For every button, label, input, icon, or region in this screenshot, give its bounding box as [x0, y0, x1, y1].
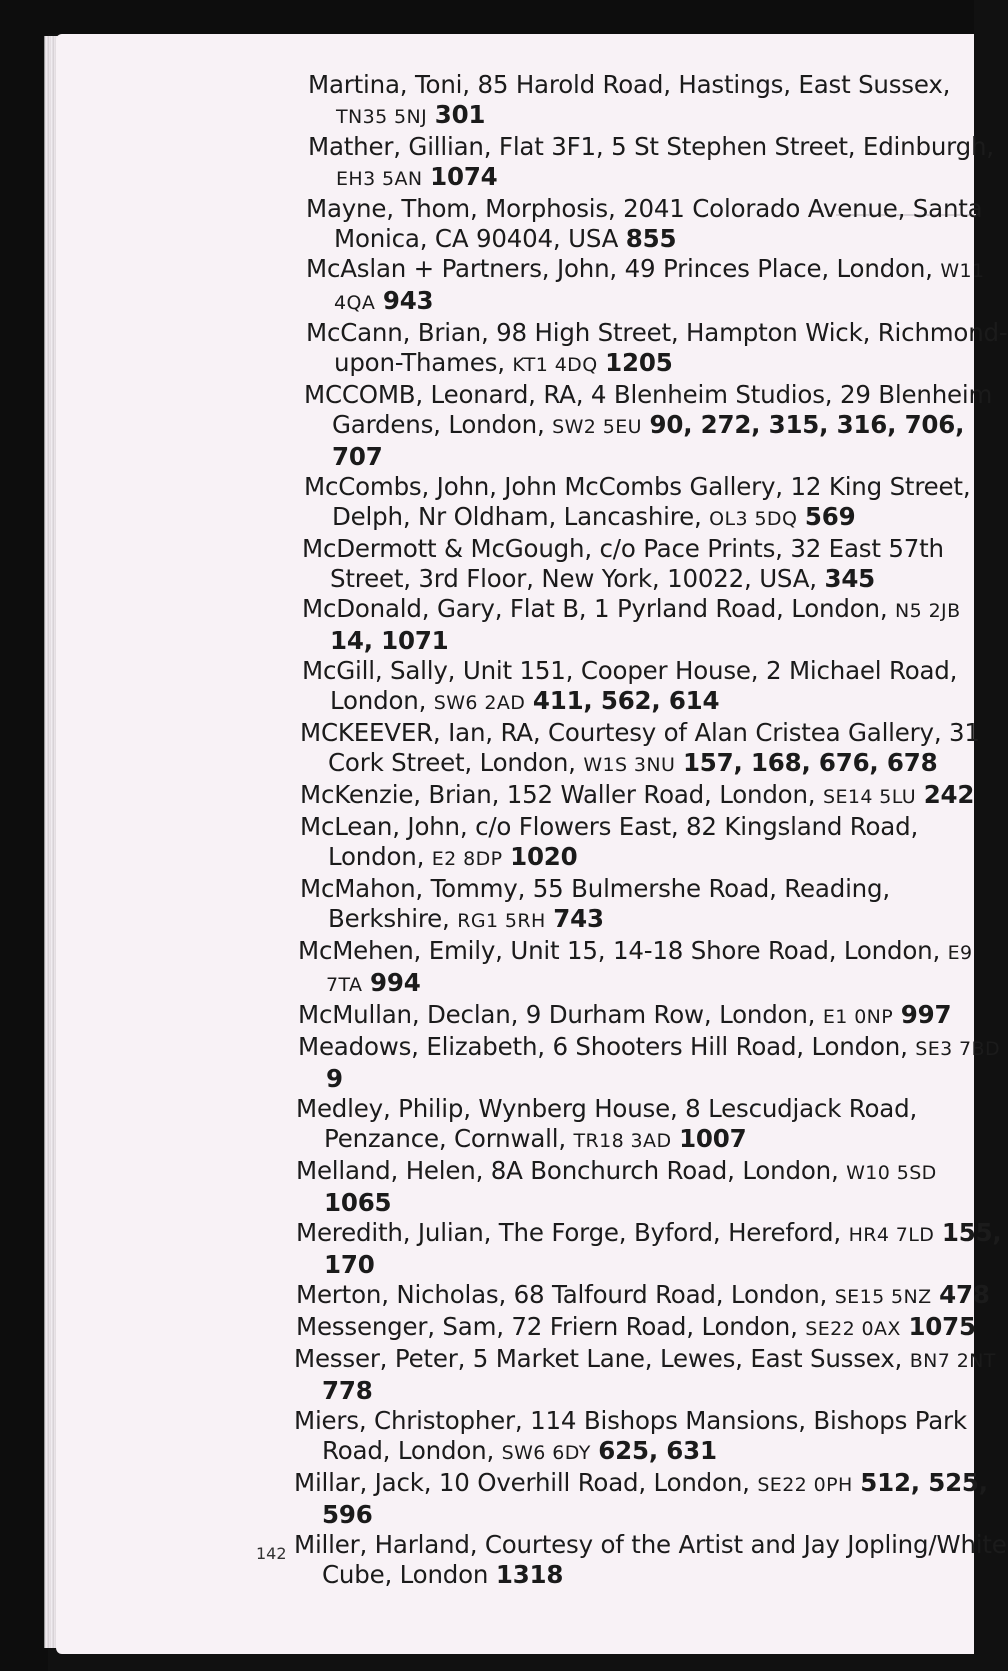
- entry-text: McCann, Brian, 98 High Street, Hampton Wick, Richmond-upon-Thames,: [306, 318, 1008, 377]
- index-entries: [294, 70, 1008, 1590]
- index-entry: [296, 1156, 1008, 1218]
- entry-text: Messenger, Sam, 72 Friern Road, London,: [296, 1312, 806, 1341]
- entry-text: McKenzie, Brian, 152 Waller Road, London,: [300, 780, 823, 809]
- entry-postcode: W1S 3NU: [583, 754, 676, 776]
- entry-page-refs: 1020: [510, 842, 578, 871]
- index-entry: [304, 472, 1008, 534]
- entry-page-refs: 855: [625, 224, 677, 253]
- index-entry: [296, 1094, 1008, 1156]
- scan-border-top: [0, 0, 974, 34]
- entry-page-refs: 9: [326, 1064, 343, 1093]
- entry-page-refs: 242: [923, 780, 975, 809]
- index-entry: [296, 1312, 1008, 1344]
- index-entry: [306, 318, 1008, 380]
- entry-page-refs: 997: [900, 1000, 952, 1029]
- entry-page-refs: 155, 170: [324, 1218, 1002, 1279]
- entry-postcode: E2 8DP: [431, 848, 503, 870]
- index-entry: [308, 70, 1008, 132]
- page-number: 142: [256, 1544, 287, 1563]
- entry-postcode: TN35 5NJ: [336, 106, 428, 128]
- entry-text: McMehen, Emily, Unit 15, 14-18 Shore Road, London,: [298, 936, 948, 965]
- entry-text: Merton, Nicholas, 68 Talfourd Road, London,: [296, 1280, 835, 1309]
- entry-text: Martina, Toni, 85 Harold Road, Hastings, East Sussex,: [308, 70, 951, 99]
- entry-text: Millar, Jack, 10 Overhill Road, London,: [294, 1468, 758, 1497]
- entry-page-refs: 743: [553, 904, 604, 933]
- entry-text: Medley, Philip, Wynberg House, 8 Lescudjack Road, Penzance, Cornwall,: [296, 1094, 918, 1153]
- entry-page-refs: 90, 272, 315, 316, 706, 707: [332, 410, 965, 471]
- entry-text: McDermott & McGough, c/o Pace Prints, 32 East 57th Street, 3rd Floor, New York, 10022, USA,: [302, 534, 944, 593]
- entry-text: Miller, Harland, Courtesy of the Artist and Jay Jopling/White Cube, London: [294, 1530, 1007, 1589]
- entry-text: McMullan, Declan, 9 Durham Row, London,: [298, 1000, 823, 1029]
- entry-postcode: RG1 5RH: [457, 910, 546, 932]
- entry-page-refs: 157, 168, 676, 678: [682, 748, 938, 777]
- index-entry: [302, 594, 1008, 656]
- entry-postcode: KT1 4DQ: [512, 354, 598, 376]
- entry-text: McMahon, Tommy, 55 Bulmershe Road, Reading, Berkshire,: [300, 874, 890, 933]
- index-entry: [298, 936, 1008, 1000]
- index-entry: [300, 874, 1008, 936]
- index-entry: [300, 812, 1008, 874]
- entry-postcode: E1 0NP: [822, 1006, 894, 1028]
- book-page: [56, 34, 1008, 1654]
- entry-page-refs: 14, 1071: [330, 626, 449, 655]
- entry-postcode: SE22 0PH: [757, 1474, 853, 1496]
- entry-text: Messer, Peter, 5 Market Lane, Lewes, East Sussex,: [294, 1344, 910, 1373]
- entry-postcode: SE14 5LU: [822, 786, 917, 808]
- entry-page-refs: 778: [322, 1376, 373, 1405]
- entry-postcode: BN7 2NT: [909, 1350, 996, 1372]
- entry-text: McCombs, John, John McCombs Gallery, 12 King Street, Delph, Nr Oldham, Lancashire,: [304, 472, 971, 531]
- entry-page-refs: 411, 562, 614: [532, 686, 720, 715]
- entry-text: Miers, Christopher, 114 Bishops Mansions, Bishops Park Road, London,: [294, 1406, 967, 1465]
- entry-text: MCKEEVER, Ian, RA, Courtesy of Alan Cristea Gallery, 31 Cork Street, London,: [300, 718, 980, 777]
- entry-page-refs: 994: [370, 968, 421, 997]
- index-entry: [308, 132, 1008, 194]
- index-entry: [300, 718, 1008, 780]
- index-entry: [306, 254, 1008, 318]
- entry-postcode: SW6 2AD: [433, 692, 526, 714]
- entry-postcode: SE3 7BD: [915, 1038, 1001, 1060]
- entry-text: Mayne, Thom, Morphosis, 2041 Colorado Avenue, Santa Monica, CA 90404, USA: [306, 194, 983, 253]
- index-entry: [302, 534, 1008, 594]
- index-entry: [294, 1344, 1008, 1406]
- entry-postcode: N5 2JB: [895, 600, 961, 622]
- index-entry: [294, 1468, 1008, 1530]
- index-entry: [298, 1000, 1008, 1032]
- entry-postcode: E9 7TA: [326, 942, 973, 996]
- entry-postcode: SE15 5NZ: [834, 1286, 932, 1308]
- index-entry: [302, 656, 1008, 718]
- entry-postcode: W10 5SD: [846, 1162, 937, 1184]
- entry-text: McAslan + Partners, John, 49 Princes Place, London,: [306, 254, 941, 283]
- entry-page-refs: 301: [434, 100, 486, 129]
- entry-page-refs: 1318: [495, 1560, 564, 1589]
- entry-page-refs: 625, 631: [598, 1436, 717, 1465]
- entry-page-refs: 1007: [679, 1124, 747, 1153]
- entry-page-refs: 1065: [324, 1188, 392, 1217]
- entry-page-refs: 569: [804, 502, 856, 531]
- entry-page-refs: 1074: [430, 162, 498, 191]
- entry-postcode: SE22 0AX: [805, 1318, 901, 1340]
- entry-page-refs: 478: [939, 1280, 990, 1309]
- entry-postcode: TR18 3AD: [573, 1130, 672, 1152]
- entry-text: MCCOMB, Leonard, RA, 4 Blenheim Studios, 29 Blenheim Gardens, London,: [304, 380, 993, 439]
- entry-postcode: EH3 5AN: [336, 168, 423, 190]
- entry-page-refs: 943: [382, 286, 434, 315]
- entry-postcode: HR4 7LD: [848, 1224, 935, 1246]
- index-entry: [304, 380, 1008, 472]
- entry-text: McDonald, Gary, Flat B, 1 Pyrland Road, London,: [302, 594, 896, 623]
- index-entry: [294, 1406, 1008, 1468]
- entry-text: Melland, Helen, 8A Bonchurch Road, London,: [296, 1156, 847, 1185]
- index-entry: [296, 1280, 1008, 1312]
- entry-text: Mather, Gillian, Flat 3F1, 5 St Stephen Street, Edinburgh,: [308, 132, 994, 161]
- entry-postcode: SW6 6DY: [501, 1442, 591, 1464]
- entry-page-refs: 345: [824, 564, 876, 593]
- entry-postcode: SW2 5EU: [552, 416, 642, 438]
- entry-postcode: W11 4QA: [334, 260, 985, 314]
- index-entry: [306, 194, 1008, 254]
- entry-page-refs: 1205: [605, 348, 673, 377]
- entry-page-refs: 1075: [908, 1312, 976, 1341]
- index-entry: [300, 780, 1008, 812]
- entry-page-refs: 512, 525, 596: [322, 1468, 988, 1529]
- entry-text: Meadows, Elizabeth, 6 Shooters Hill Road, London,: [298, 1032, 916, 1061]
- entry-text: McLean, John, c/o Flowers East, 82 Kingsland Road, London,: [300, 812, 919, 871]
- entry-text: McGill, Sally, Unit 151, Cooper House, 2 Michael Road, London,: [302, 656, 958, 715]
- entry-text: Meredith, Julian, The Forge, Byford, Hereford,: [296, 1218, 849, 1247]
- scan-border-left: [0, 0, 48, 1671]
- index-entry: [294, 1530, 1008, 1590]
- index-entry: [298, 1032, 1008, 1094]
- index-entry: [296, 1218, 1008, 1280]
- entry-postcode: OL3 5DQ: [709, 508, 798, 530]
